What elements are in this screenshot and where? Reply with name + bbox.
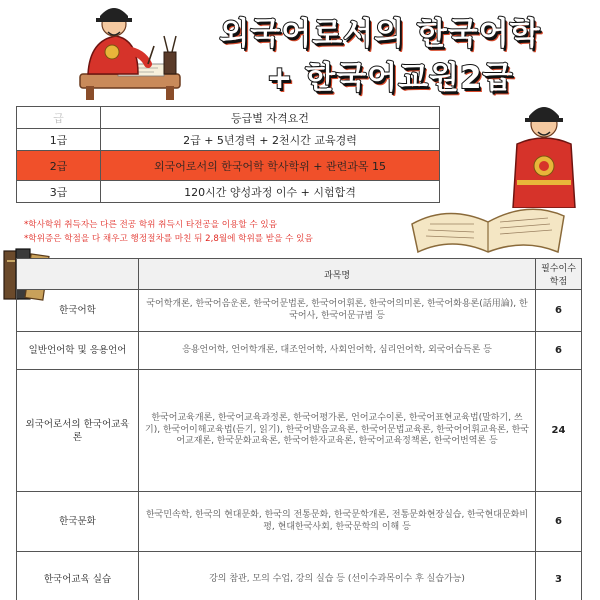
courses-cell: 응용언어학, 언어학개론, 대조언어학, 사회언어학, 심리언어학, 외국어습득론 등	[139, 332, 536, 370]
requirement-cell: 외국어로서의 한국어학 학사학위 + 관련과목 15	[101, 151, 440, 181]
area-cell: 외국어로서의 한국어교육론	[17, 370, 139, 492]
credits-cell: 6	[536, 492, 582, 552]
requirement-cell: 120시간 양성과정 이수 + 시험합격	[101, 181, 440, 203]
credits-cell: 6	[536, 290, 582, 332]
table-row	[17, 129, 440, 151]
table-row-highlighted	[17, 151, 440, 181]
page-title	[170, 14, 590, 98]
grade-cell: 3급	[17, 181, 101, 203]
area-cell: 한국문화	[17, 492, 139, 552]
course-credit-table	[16, 258, 582, 600]
courses-cell: 한국민속학, 한국의 현대문화, 한국의 전통문화, 한국문학개론, 전통문화현장실습, 한국현대문화비평, 현대한국사회, 한국문학의 이해 등	[139, 492, 536, 552]
table-header-row	[17, 259, 582, 290]
table-row	[17, 290, 582, 332]
courses-cell: 국어학개론, 한국어음운론, 한국어문법론, 한국어어휘론, 한국어의미론, 한국어화용론(話用論), 한국어사, 한국어문규범 등	[139, 290, 536, 332]
table-row	[17, 332, 582, 370]
header-requirements: 등급별 자격요건	[101, 107, 440, 129]
courses-cell: 강의 참관, 모의 수업, 강의 실습 등 (선이수과목이수 후 실습가능)	[139, 552, 536, 600]
grade-cell: 2급	[17, 151, 101, 181]
king-standing-illustration	[505, 100, 583, 208]
footnotes	[24, 219, 313, 246]
table-row	[17, 552, 582, 600]
courses-cell: 한국어교육개론, 한국어교육과정론, 한국어평가론, 언어교수이론, 한국어표현교육법(말하기, 쓰기), 한국어이해교육법(듣기, 읽기), 한국어발음교육론, 한국어문법교육론, 한국어어휘교육론, 한국어교재론, 한국문화교육론, 한국어한자교육론, 한국어교육정책론, 한국어번역론 등	[139, 370, 536, 492]
title-line-1: 외국어로서의 한국어학	[219, 16, 541, 52]
table-row	[17, 370, 582, 492]
header-course-names: 과목명	[139, 259, 536, 290]
credits-cell: 6	[536, 332, 582, 370]
grade-requirements-table	[16, 106, 440, 203]
area-cell: 일반언어학 및 응용언어	[17, 332, 139, 370]
header-area	[17, 259, 139, 290]
table-row	[17, 492, 582, 552]
credits-cell: 3	[536, 552, 582, 600]
table-header-row	[17, 107, 440, 129]
area-cell: 한국어학	[17, 290, 139, 332]
area-cell: 한국어교육 실습	[17, 552, 139, 600]
footnote: *학위증은 학점을 다 채우고 행정절차를 마친 뒤 2,8월에 학위를 받을 수 있음	[24, 233, 313, 244]
title-line-2: + 한국어교원2급	[266, 60, 514, 96]
grade-cell: 1급	[17, 129, 101, 151]
header-grade: 급	[17, 107, 101, 129]
open-book-illustration	[408, 194, 568, 256]
table-row	[17, 181, 440, 203]
requirement-cell: 2급 + 5년경력 + 2천시간 교육경력	[101, 129, 440, 151]
footnote: *학사학위 취득자는 다른 전공 학위 취득시 타전공을 이용할 수 있음	[24, 220, 278, 230]
header-required-credits: 필수이수학점	[536, 259, 582, 290]
credits-cell: 24	[536, 370, 582, 492]
